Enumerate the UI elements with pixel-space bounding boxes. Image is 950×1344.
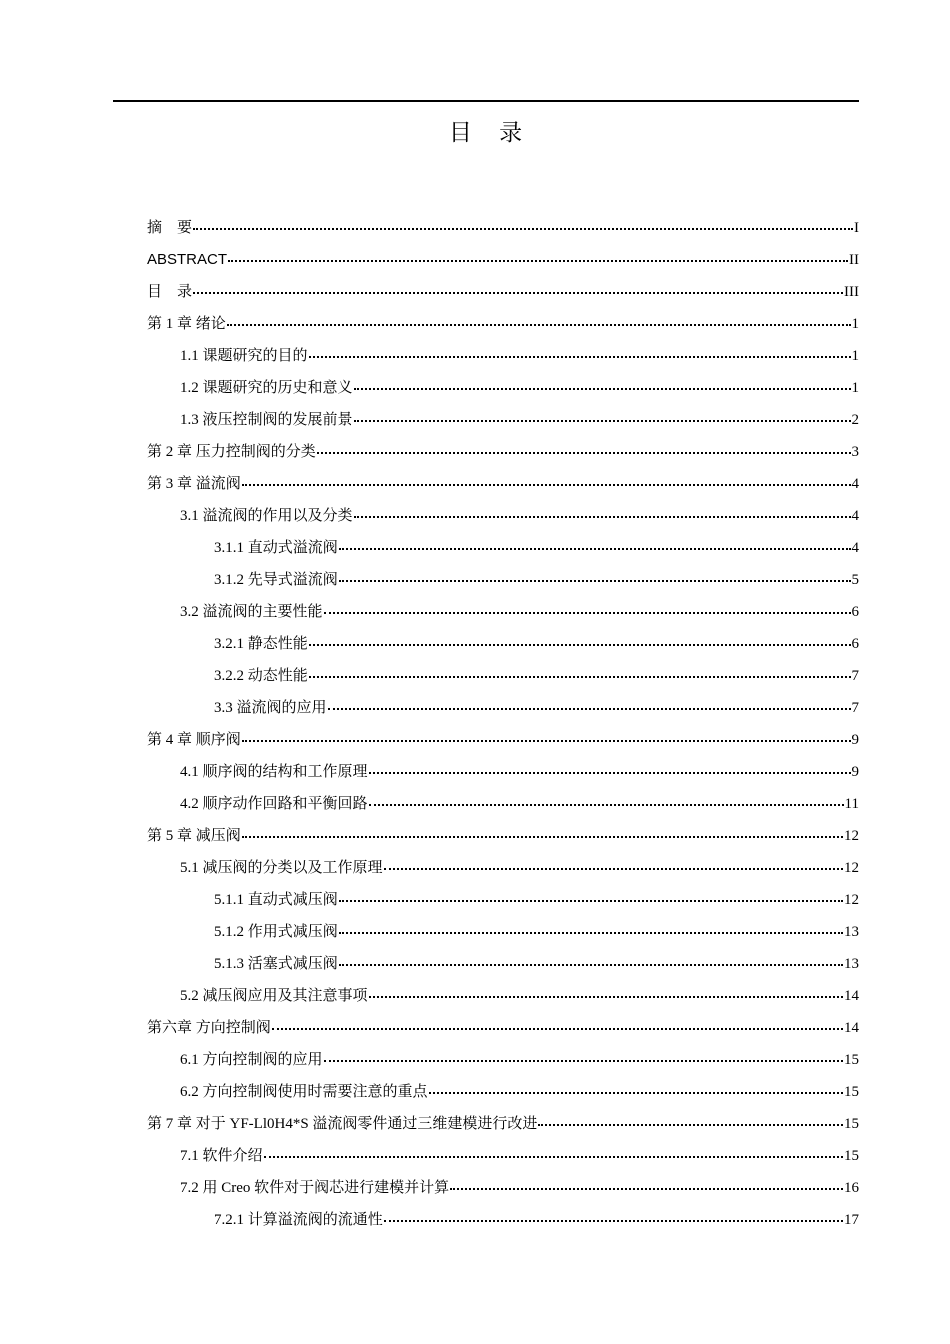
dot-leader bbox=[309, 346, 851, 358]
dot-leader bbox=[324, 602, 851, 614]
toc-entry-label: 7.2.1 计算溢流阀的流通性 bbox=[214, 1212, 383, 1228]
toc-entry[interactable] bbox=[0, 596, 859, 628]
toc-page-number: 4 bbox=[851, 508, 859, 524]
toc-page-number: 12 bbox=[844, 892, 859, 908]
toc-entry[interactable] bbox=[0, 1076, 859, 1108]
toc-entry[interactable] bbox=[0, 916, 859, 948]
dot-leader bbox=[339, 890, 843, 902]
toc-entry-label: 5.1.2 作用式减压阀 bbox=[214, 924, 338, 940]
toc-entry-label: 3.1.1 直动式溢流阀 bbox=[214, 540, 338, 556]
toc-page-number: 15 bbox=[844, 1116, 859, 1132]
toc-page-number: 4 bbox=[851, 540, 859, 556]
toc-entry[interactable] bbox=[0, 244, 859, 276]
toc-page-number: 4 bbox=[851, 476, 859, 492]
dot-leader bbox=[369, 986, 843, 998]
toc-entry[interactable] bbox=[0, 532, 859, 564]
toc-entry[interactable] bbox=[0, 212, 859, 244]
toc-entry[interactable] bbox=[0, 628, 859, 660]
toc-entry-label: 6.1 方向控制阀的应用 bbox=[180, 1052, 323, 1068]
toc-entry[interactable] bbox=[0, 756, 859, 788]
toc-page-number: 9 bbox=[851, 732, 859, 748]
toc-page-number: 12 bbox=[844, 828, 859, 844]
toc-page-number: 13 bbox=[844, 924, 859, 940]
toc-entry-label: ABSTRACT bbox=[147, 251, 228, 268]
toc-entry-label: 3.2.1 静态性能 bbox=[214, 636, 308, 652]
toc-entry-label: 7.2 用 Creo 软件对于阀芯进行建模并计算 bbox=[180, 1180, 450, 1196]
toc-page-number: II bbox=[849, 252, 859, 268]
toc-page-number: 7 bbox=[851, 700, 859, 716]
dot-leader bbox=[228, 250, 848, 262]
toc-entry[interactable] bbox=[0, 436, 859, 468]
toc-entry-label: 目 录 bbox=[147, 284, 193, 300]
dot-leader bbox=[264, 1146, 843, 1158]
dot-leader bbox=[369, 794, 844, 806]
dot-leader bbox=[309, 634, 851, 646]
toc-page-number: 14 bbox=[844, 988, 859, 1004]
dot-leader bbox=[272, 1018, 843, 1030]
toc-entry-label: 摘 要 bbox=[147, 220, 193, 236]
toc-entry[interactable] bbox=[0, 1204, 859, 1236]
toc-entry-label: 5.1 减压阀的分类以及工作原理 bbox=[180, 860, 383, 876]
toc-entry-label: 5.1.3 活塞式减压阀 bbox=[214, 956, 338, 972]
toc-page-number: 14 bbox=[844, 1020, 859, 1036]
dot-leader bbox=[324, 1050, 843, 1062]
toc-entry[interactable] bbox=[0, 820, 859, 852]
toc-page-number: 2 bbox=[851, 412, 859, 428]
toc-page-number: III bbox=[844, 284, 859, 300]
toc-entry[interactable] bbox=[0, 276, 859, 308]
toc-entry-label: 3.1 溢流阀的作用以及分类 bbox=[180, 508, 353, 524]
toc-entry[interactable] bbox=[0, 404, 859, 436]
toc-entry-label: 3.2.2 动态性能 bbox=[214, 668, 308, 684]
toc-entry[interactable] bbox=[0, 308, 859, 340]
dot-leader bbox=[384, 1210, 843, 1222]
dot-leader bbox=[354, 378, 851, 390]
toc-page-number: 16 bbox=[844, 1180, 859, 1196]
dot-leader bbox=[354, 410, 851, 422]
dot-leader bbox=[227, 314, 851, 326]
dot-leader bbox=[339, 570, 851, 582]
toc-entry[interactable] bbox=[0, 1140, 859, 1172]
toc-entry-label: 5.2 减压阀应用及其注意事项 bbox=[180, 988, 368, 1004]
toc-entry-label: 4.2 顺序动作回路和平衡回路 bbox=[180, 796, 368, 812]
toc-page-number: 15 bbox=[844, 1084, 859, 1100]
toc-page-number: 15 bbox=[844, 1052, 859, 1068]
dot-leader bbox=[450, 1178, 843, 1190]
toc-entry-label: 3.2 溢流阀的主要性能 bbox=[180, 604, 323, 620]
toc-page-number: 15 bbox=[844, 1148, 859, 1164]
toc-page-number: 3 bbox=[851, 444, 859, 460]
toc-entry[interactable] bbox=[0, 1172, 859, 1204]
toc-page-number: 6 bbox=[851, 604, 859, 620]
dot-leader bbox=[369, 762, 851, 774]
dot-leader bbox=[193, 218, 853, 230]
toc-page-number: 5 bbox=[851, 572, 859, 588]
toc-entry[interactable] bbox=[0, 948, 859, 980]
toc-entry-label: 3.3 溢流阀的应用 bbox=[214, 700, 327, 716]
toc-entry[interactable] bbox=[0, 372, 859, 404]
dot-leader bbox=[354, 506, 851, 518]
dot-leader bbox=[242, 474, 851, 486]
toc-entry[interactable] bbox=[0, 660, 859, 692]
toc-entry-label: 1.3 液压控制阀的发展前景 bbox=[180, 412, 353, 428]
dot-leader bbox=[429, 1082, 843, 1094]
toc-entry-label: 1.1 课题研究的目的 bbox=[180, 348, 308, 364]
dot-leader bbox=[193, 282, 843, 294]
toc-entry[interactable] bbox=[0, 564, 859, 596]
toc-page-number: 17 bbox=[844, 1212, 859, 1228]
toc-entry[interactable] bbox=[0, 724, 859, 756]
toc-entry-label: 1.2 课题研究的历史和意义 bbox=[180, 380, 353, 396]
dot-leader bbox=[242, 826, 843, 838]
toc-page-number: 1 bbox=[851, 348, 859, 364]
toc-entry-label: 第 2 章 压力控制阀的分类 bbox=[147, 444, 316, 460]
toc-entry-label: 第 5 章 减压阀 bbox=[147, 828, 241, 844]
toc-entry[interactable] bbox=[0, 884, 859, 916]
toc-entry-label: 6.2 方向控制阀使用时需要注意的重点 bbox=[180, 1084, 428, 1100]
toc-entry[interactable] bbox=[0, 500, 859, 532]
toc-entry-label: 7.1 软件介绍 bbox=[180, 1148, 263, 1164]
toc-entry[interactable] bbox=[0, 692, 859, 724]
toc-page-number: I bbox=[854, 220, 859, 236]
toc-entry[interactable] bbox=[0, 788, 859, 820]
toc-entry-label: 4.1 顺序阀的结构和工作原理 bbox=[180, 764, 368, 780]
toc-entry-label: 第 4 章 顺序阀 bbox=[147, 732, 241, 748]
toc-entry-label: 3.1.2 先导式溢流阀 bbox=[214, 572, 338, 588]
toc-entry[interactable] bbox=[0, 852, 859, 884]
dot-leader bbox=[309, 666, 851, 678]
dot-leader bbox=[328, 698, 851, 710]
toc-page-number: 11 bbox=[844, 796, 859, 812]
toc-entry-label: 第 3 章 溢流阀 bbox=[147, 476, 241, 492]
dot-leader bbox=[242, 730, 851, 742]
page-title: 目 录 bbox=[448, 120, 524, 146]
toc-entry-label: 第 7 章 对于 YF-Ll0H4*S 溢流阀零件通过三维建模进行改进 bbox=[147, 1116, 538, 1132]
toc-page-number: 6 bbox=[851, 636, 859, 652]
toc-entry[interactable] bbox=[0, 980, 859, 1012]
dot-leader bbox=[538, 1114, 843, 1126]
toc-entry[interactable] bbox=[0, 1108, 859, 1140]
toc-entry[interactable] bbox=[0, 468, 859, 500]
toc-entry[interactable] bbox=[0, 1012, 859, 1044]
dot-leader bbox=[339, 954, 843, 966]
toc-entry-label: 第六章 方向控制阀 bbox=[147, 1020, 271, 1036]
toc-entry-label: 5.1.1 直动式减压阀 bbox=[214, 892, 338, 908]
header-rule bbox=[113, 100, 859, 102]
dot-leader bbox=[317, 442, 851, 454]
toc-entry[interactable] bbox=[0, 340, 859, 372]
toc-page-number: 1 bbox=[851, 316, 859, 332]
table-of-contents bbox=[0, 212, 950, 1236]
toc-page-number: 1 bbox=[851, 380, 859, 396]
toc-page-number: 9 bbox=[851, 764, 859, 780]
toc-entry[interactable] bbox=[0, 1044, 859, 1076]
toc-page-number: 7 bbox=[851, 668, 859, 684]
dot-leader bbox=[384, 858, 843, 870]
toc-entry-label: 第 1 章 绪论 bbox=[147, 316, 226, 332]
dot-leader bbox=[339, 922, 843, 934]
toc-page-number: 12 bbox=[844, 860, 859, 876]
toc-page-number: 13 bbox=[844, 956, 859, 972]
dot-leader bbox=[339, 538, 851, 550]
